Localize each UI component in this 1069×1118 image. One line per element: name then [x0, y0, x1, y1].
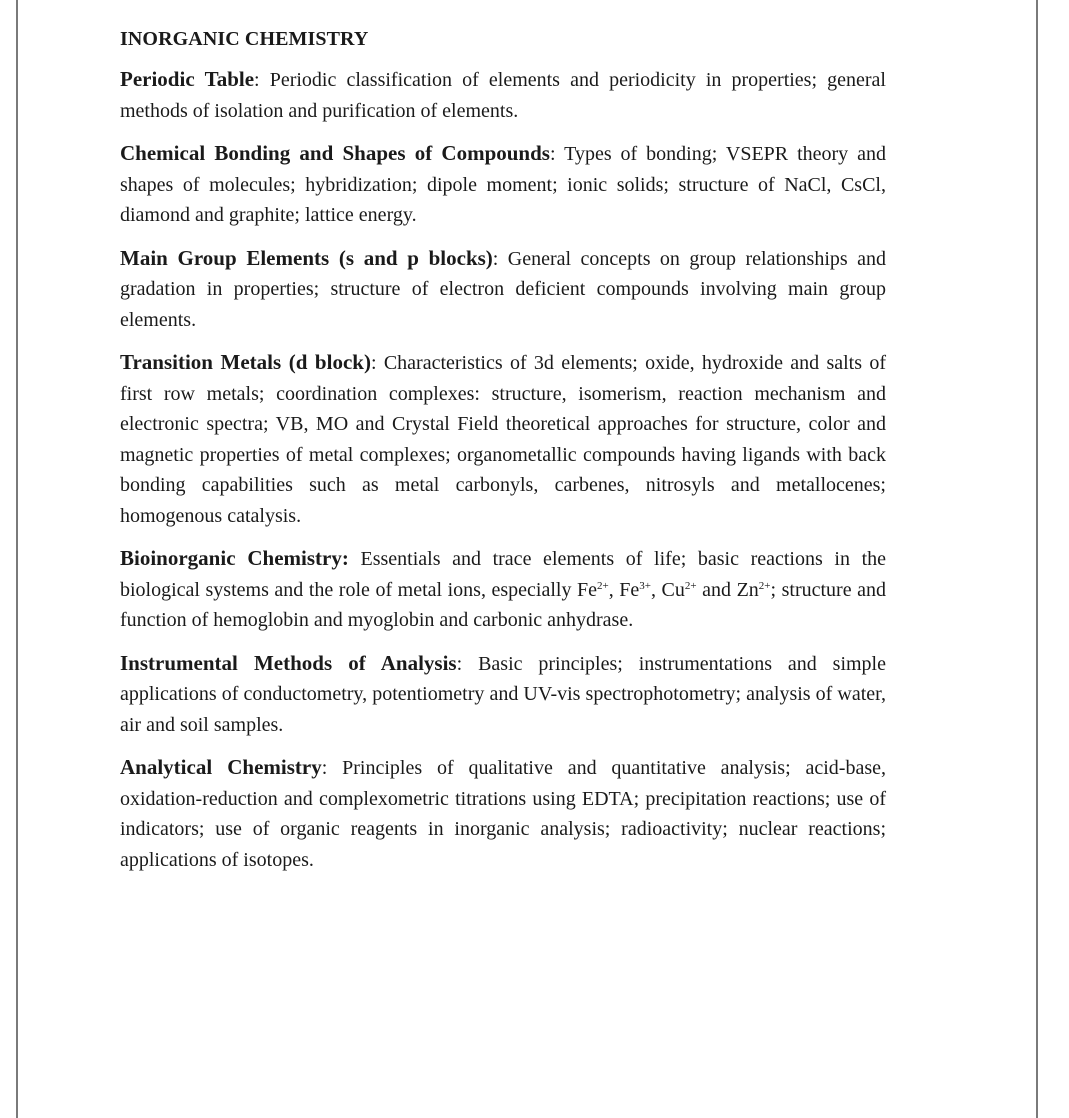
- topic-heading: Bioinorganic Chemistry:: [120, 546, 349, 570]
- topic-heading: Instrumental Methods of Analysis: [120, 650, 457, 675]
- section-title: INORGANIC CHEMISTRY: [120, 28, 369, 50]
- topic-separator: [349, 548, 361, 570]
- topic-main-group-elements: [120, 243, 886, 336]
- topic-separator: :: [254, 69, 270, 91]
- topic-analytical-chemistry: [120, 752, 886, 875]
- topic-separator: :: [492, 247, 508, 270]
- topic-body: Periodic classification of elements and periodicity in properties; general methods of isolation and purification of elements.: [120, 69, 886, 122]
- charge-superscript: 2+: [758, 579, 771, 592]
- topic-heading: Main Group Elements (s and p blocks): [120, 245, 493, 270]
- topic-transition-metals: [120, 347, 886, 531]
- topic-bioinorganic-chemistry: [120, 543, 886, 636]
- topic-body-part: Essentials and trace elements of life; basic reactions in the biological systems and the role of metal ions, especially Fe: [120, 548, 887, 601]
- topic-heading: Chemical Bonding and Shapes of Compounds: [120, 141, 550, 165]
- topic-body-part: ; structure and function of hemoglobin and myoglobin and carbonic anhydrase.: [120, 578, 887, 631]
- topic-heading: Transition Metals (d block): [120, 350, 371, 374]
- topic-periodic-table: [120, 64, 886, 126]
- topic-separator: :: [370, 352, 384, 374]
- topic-chemical-bonding: [120, 138, 886, 231]
- topic-instrumental-methods: [120, 648, 886, 741]
- charge-superscript: 3+: [639, 579, 651, 592]
- topic-body-part: , Cu: [651, 578, 685, 601]
- topic-heading: Periodic Table: [120, 67, 255, 91]
- topic-body: Principles of qualitative and quantitative analysis; acid-base, oxidation-reduction and complexometric titrations using EDTA; precipitation reactions; use of indicators; use of organic reagents in inorganic analysis; radioactivity; nuclear reactions; applications of isotopes.: [120, 757, 886, 871]
- charge-superscript: 2+: [597, 579, 609, 592]
- topic-separator: :: [549, 143, 565, 165]
- document-content: [120, 24, 886, 887]
- topic-separator: :: [456, 652, 479, 675]
- topic-body: Basic principles; instrumentations and simple applications of conductometry, potentiometry and UV-vis spectrophotometry; analysis of water, air and soil samples.: [120, 652, 886, 736]
- charge-superscript: 2+: [684, 579, 697, 592]
- topic-body-part: , Fe: [608, 578, 640, 601]
- topic-body-part: and Zn: [696, 578, 759, 601]
- topic-body: Characteristics of 3d elements; oxide, hydroxide and salts of first row metals; coordination complexes: structure, isomerism, reaction mechanism and electronic spectra; VB, MO and Crystal Field theoretical approaches for structure, color and magnetic properties of metal complexes; organometallic compounds having ligands with back bonding capabilities such as metal carbonyls, carbenes, nitrosyls and metallocenes; homogenous catalysis.: [120, 352, 886, 527]
- topic-body: Types of bonding; VSEPR theory and shapes of molecules; hybridization; dipole moment; ionic solids; structure of NaCl, CsCl, diamond and graphite; lattice energy.: [120, 143, 886, 226]
- topic-separator: :: [321, 757, 343, 779]
- topic-body: General concepts on group relationships and gradation in properties; structure of electron deficient compounds involving main group elements.: [120, 247, 886, 331]
- topic-heading: Analytical Chemistry: [120, 755, 322, 779]
